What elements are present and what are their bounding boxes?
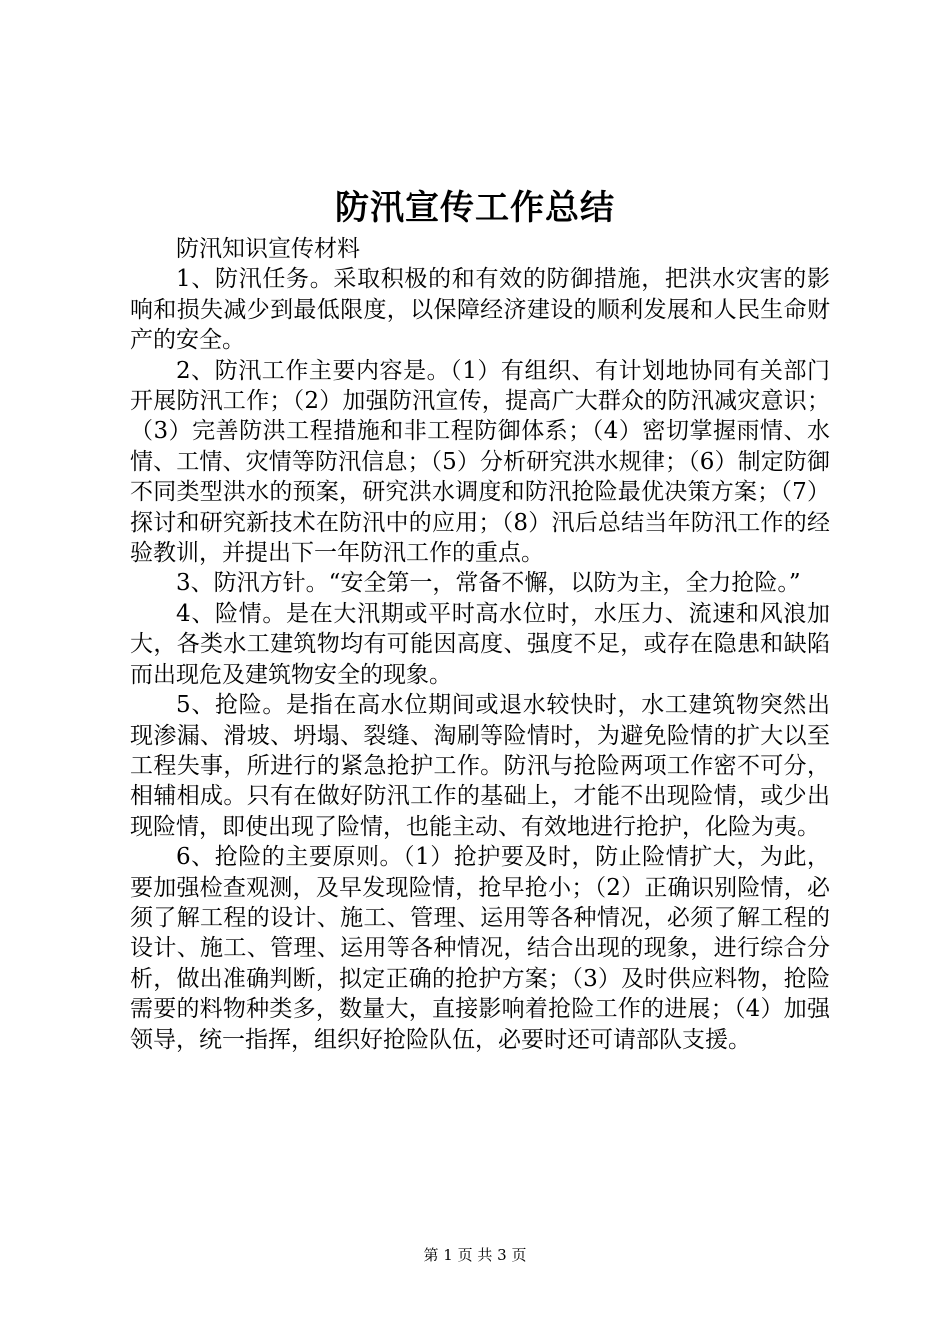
body-paragraph: 2、防汛工作主要内容是。（1）有组织、有计划地协同有关部门开展防汛工作；（2）加强防汛宣传，提高广大群众的防汛减灾意识；（3）完善防洪工程措施和非工程防御体系；（4）密切掌握雨情、水情、工情、灾情等防汛信息；（5）分析研究洪水规律；（6）制定防御不同类型洪水的预案，研究洪水调度和防汛抢险最优决策方案；（7）探讨和研究新技术在防汛中的应用；（8）汛后总结当年防汛工作的经验教训，并提出下一年防汛工作的重点。: [130, 357, 830, 567]
body-paragraph: 3、防汛方针。“安全第一，常备不懈，以防为主，全力抢险。”: [176, 570, 801, 597]
page-number-footer: 第 1 页 共 3 页: [423, 1246, 527, 1264]
document-title: 防汛宣传工作总结: [335, 188, 615, 228]
body-paragraph: 5、抢险。是指在高水位期间或退水较快时，水工建筑物突然出现渗漏、滑坡、坍塌、裂缝、淘刷等险情时，为避免险情的扩大以至工程失事，所进行的紧急抢护工作。防汛与抢险两项工作密不可分，相辅相成。只有在做好防汛工作的基础上，才能不出现险情，或少出现险情，即使出现了险情，也能主动、有效地进行抢护，化险为夷。: [130, 692, 830, 840]
body-paragraph: 6、抢险的主要原则。（1）抢护要及时，防止险情扩大，为此，要加强检查观测，及早发现险情，抢早抢小；（2）正确识别险情，必须了解工程的设计、施工、管理、运用等各种情况，必须了解工程的设计、施工、管理、运用等各种情况，结合出现的现象，进行综合分析，做出准确判断，拟定正确的抢护方案；（3）及时供应料物，抢险需要的料物种类多，数量大，直接影响着抢险工作的进展；（4）加强领导，统一指挥，组织好抢险队伍，必要时还可请部队支援。: [130, 844, 830, 1053]
document-body: [130, 234, 830, 1055]
body-paragraph: 1、防汛任务。采取积极的和有效的防御措施，把洪水灾害的影响和损失减少到最低限度，以保障经济建设的顺利发展和人民生命财产的安全。: [130, 266, 830, 354]
subtitle-paragraph: 防汛知识宣传材料: [176, 236, 360, 262]
body-paragraph: 4、险情。是在大汛期或平时高水位时，水压力、流速和风浪加大，各类水工建筑物均有可能因高度、强度不足，或存在隐患和缺陷而出现危及建筑物安全的现象。: [130, 600, 830, 688]
